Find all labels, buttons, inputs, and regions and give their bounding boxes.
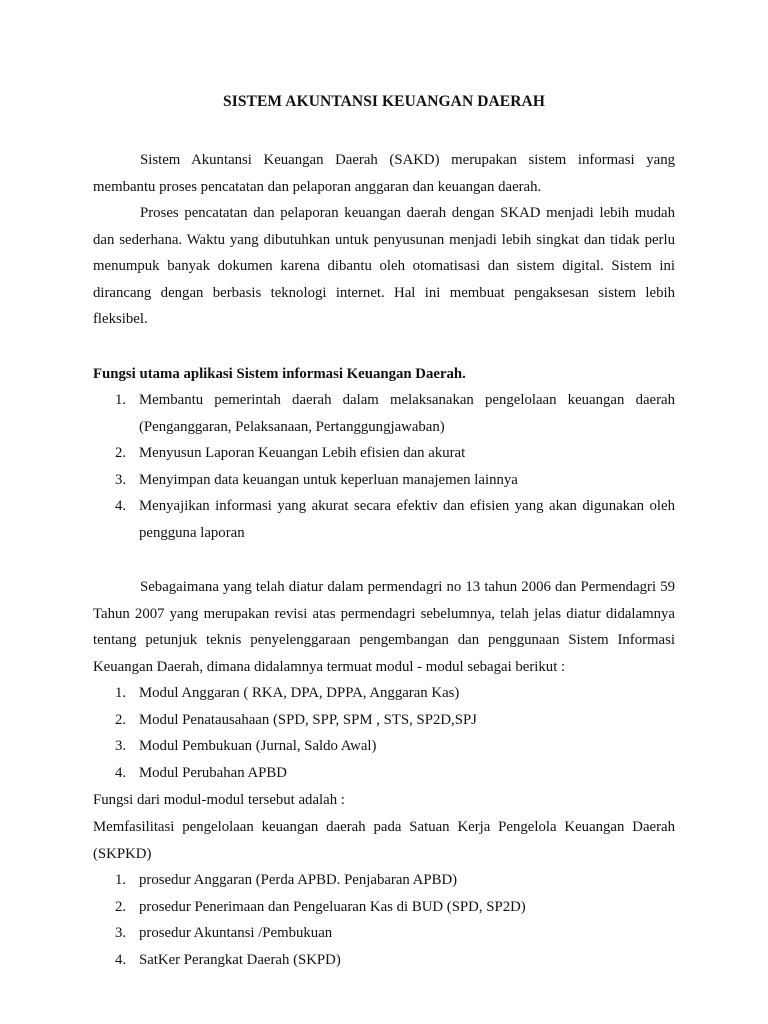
list-item-number: 4. <box>115 498 127 515</box>
paragraph-sakd-definition: Sistem Akuntansi Keuangan Daerah (SAKD) merupakan sistem informasi yang membantu proses pencatatan dan pelaporan anggaran dan keuangan daerah. <box>93 152 675 195</box>
list-item-text: prosedur Anggaran (Perda APBD. Penjabaran APBD) <box>139 872 458 888</box>
paragraph-fungsi-modul: Fungsi dari modul-modul tersebut adalah : <box>93 792 345 808</box>
list-item <box>93 440 675 467</box>
document-title: SISTEM AKUNTANSI KEUANGAN DAERAH <box>222 93 545 110</box>
paragraph-skad-process: Proses pencatatan dan pelaporan keuangan daerah dengan SKAD menjadi lebih mudah dan sederhana. Waktu yang dibutuhkan untuk penyusunan menjadi lebih singkat dan tidak perlu menumpuk banyak dokumen karena dibantu oleh otomatisasi dan sistem digital. Sistem ini dirancang dengan berbasis teknologi internet. Hal ini membuat pengaksesan sistem lebih fleksibel. <box>93 205 675 328</box>
list-item <box>93 467 675 494</box>
list-item-text: Modul Perubahan APBD <box>139 764 287 781</box>
list-item-number: 2. <box>115 898 127 915</box>
list-item-number: 4. <box>115 764 127 781</box>
list-item-number: 2. <box>115 445 127 462</box>
list-item-number: 2. <box>115 711 127 728</box>
list-item-text: Membantu pemerintah daerah dalam melaksanakan pengelolaan keuangan daerah (Penganggaran, Pelaksanaan, Pertanggungjawaban) <box>139 392 675 435</box>
list-item <box>93 680 675 707</box>
list-item-number: 1. <box>115 685 127 701</box>
list-item-number: 3. <box>115 471 127 488</box>
list-item-text: Menyajikan informasi yang akurat secara efektiv dan efisien yang akan digunakan oleh pengguna laporan <box>139 498 675 541</box>
list-item <box>93 493 675 546</box>
section-heading-fungsi: Fungsi utama aplikasi Sistem informasi Keuangan Daerah. <box>93 366 466 382</box>
list-item-text: prosedur Akuntansi /Pembukuan <box>139 925 333 942</box>
list-item-text: Modul Anggaran ( RKA, DPA, DPPA, Anggaran Kas) <box>139 685 460 701</box>
list-item-number: 4. <box>115 951 127 968</box>
list-item <box>93 387 675 440</box>
list-item-text: Modul Penatausahaan (SPD, SPP, SPM , STS, SP2D,SPJ <box>139 711 477 728</box>
list-item <box>93 894 675 921</box>
list-item-text: Modul Pembukuan (Jurnal, Saldo Awal) <box>139 738 377 755</box>
list-item <box>93 760 675 787</box>
list-item-text: Menyusun Laporan Keuangan Lebih efisien dan akurat <box>139 445 466 462</box>
list-item <box>93 707 675 734</box>
list-item-number: 1. <box>115 392 127 408</box>
list-fungsi-utama <box>93 387 675 547</box>
list-item-number: 3. <box>115 925 127 942</box>
list-item <box>93 867 675 894</box>
list-item <box>93 920 675 947</box>
list-prosedur <box>93 867 675 973</box>
list-item-number: 3. <box>115 738 127 755</box>
list-item-number: 1. <box>115 872 127 888</box>
list-item <box>93 733 675 760</box>
list-modul <box>93 680 675 786</box>
list-item-text: Menyimpan data keuangan untuk keperluan manajemen lainnya <box>139 471 518 488</box>
paragraph-skpkd: Memfasilitasi pengelolaan keuangan daerah pada Satuan Kerja Pengelola Keuangan Daerah (SKPKD) <box>93 819 675 862</box>
list-item-text: SatKer Perangkat Daerah (SKPD) <box>139 951 341 968</box>
list-item <box>93 947 675 974</box>
paragraph-permendagri: Sebagaimana yang telah diatur dalam permendagri no 13 tahun 2006 dan Permendagri 59 Tahun 2007 yang merupakan revisi atas permendagri sebelumnya, telah jelas diatur didalamnya tentang petunjuk teknis penyelenggaraan pengembangan dan penggunaan Sistem Informasi Keuangan Daerah, dimana didalamnya termuat modul - modul sebagai berikut : <box>93 579 675 675</box>
list-item-text: prosedur Penerimaan dan Pengeluaran Kas di BUD (SPD, SP2D) <box>139 898 526 915</box>
